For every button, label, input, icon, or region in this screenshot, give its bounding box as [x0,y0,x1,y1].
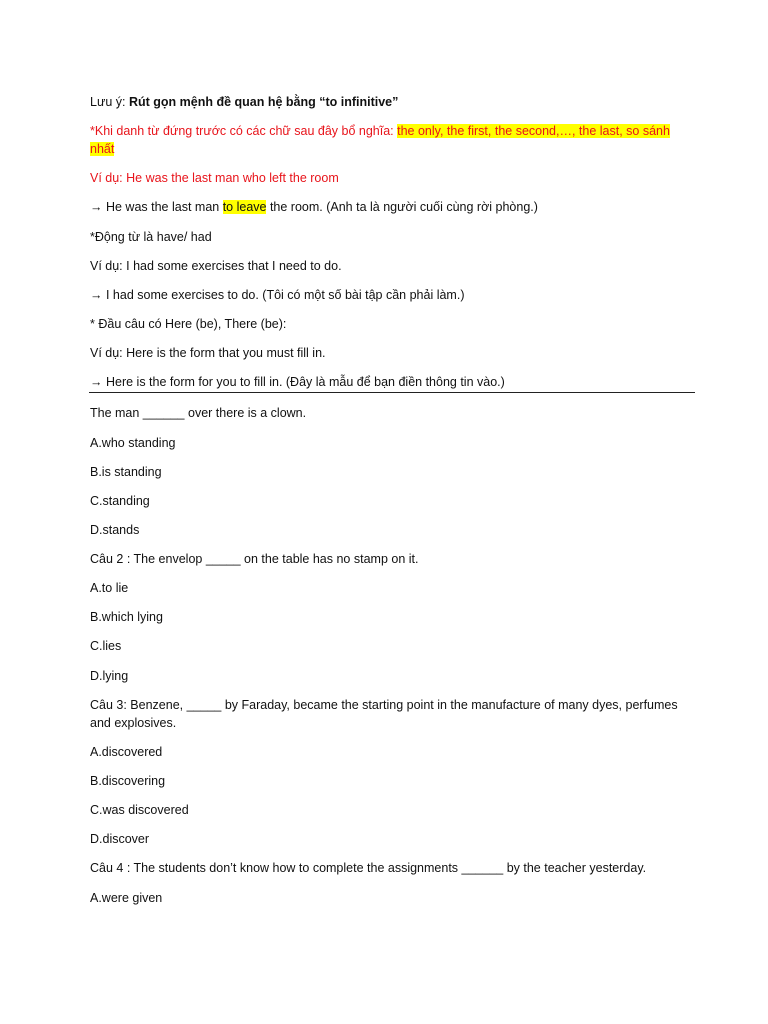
question-1-option-a: A.who standing [90,436,176,450]
example-2: Ví dụ: I had some exercises that I need to do. [90,259,342,273]
answer-1-after: the room. (Anh ta là người cuối cùng rời phòng.) [266,200,538,214]
rule-1 [90,122,680,158]
question-1-option-d: D.stands [90,523,140,537]
rule-2: *Động từ là have/ had [90,230,212,244]
question-3-stem: Câu 3: Benzene, _____ by Faraday, became the starting point in the manufacture of many dyes, perfumes and explosives. [90,698,678,730]
note-line [90,93,690,111]
question-1-option-c: C.standing [90,494,150,508]
answer-1-before: → He was the last man [90,200,223,214]
answer-3: → Here is the form for you to fill in. (Đây là mẫu để bạn điền thông tin vào.) [90,375,505,389]
question-2-stem: Câu 2 : The envelop _____ on the table has no stamp on it. [90,552,419,566]
question-2-option-b: B.which lying [90,610,163,624]
example-3: Ví dụ: Here is the form that you must fill in. [90,346,326,360]
question-2-option-d: D.lying [90,669,129,683]
question-2-option-a: A.to lie [90,581,129,595]
rule-1-highlight: the only, the first, the second,…, the last, so sánh nhất [90,124,670,156]
question-3-option-b: B.discovering [90,774,166,788]
question-1-option-b: B.is standing [90,465,162,479]
question-3-option-a: A.discovered [90,745,163,759]
question-3-option-c: C.was discovered [90,803,189,817]
question-3-option-d: D.discover [90,832,150,846]
answer-1-highlight: to leave [222,200,267,214]
answer-1 [90,198,690,216]
rule-1-text: *Khi danh từ đứng trước có các chữ sau đây bổ nghĩa: [90,124,398,138]
divider-line [89,392,695,393]
question-4-stem: Câu 4 : The students don’t know how to complete the assignments ______ by the teacher yesterday. [90,861,647,875]
rule-3: * Đầu câu có Here (be), There (be): [90,317,287,331]
question-1-stem: The man ______ over there is a clown. [90,406,307,420]
question-2-option-c: C.lies [90,639,122,653]
example-1: Ví dụ: He was the last man who left the room [90,171,339,185]
answer-2: → I had some exercises to do. (Tôi có một số bài tập cần phải làm.) [90,288,465,302]
note-prefix: Lưu ý: [90,95,129,109]
note-title: Rút gọn mệnh đề quan hệ bằng “to infinitive” [128,95,399,109]
question-4-option-a: A.were given [90,891,163,905]
